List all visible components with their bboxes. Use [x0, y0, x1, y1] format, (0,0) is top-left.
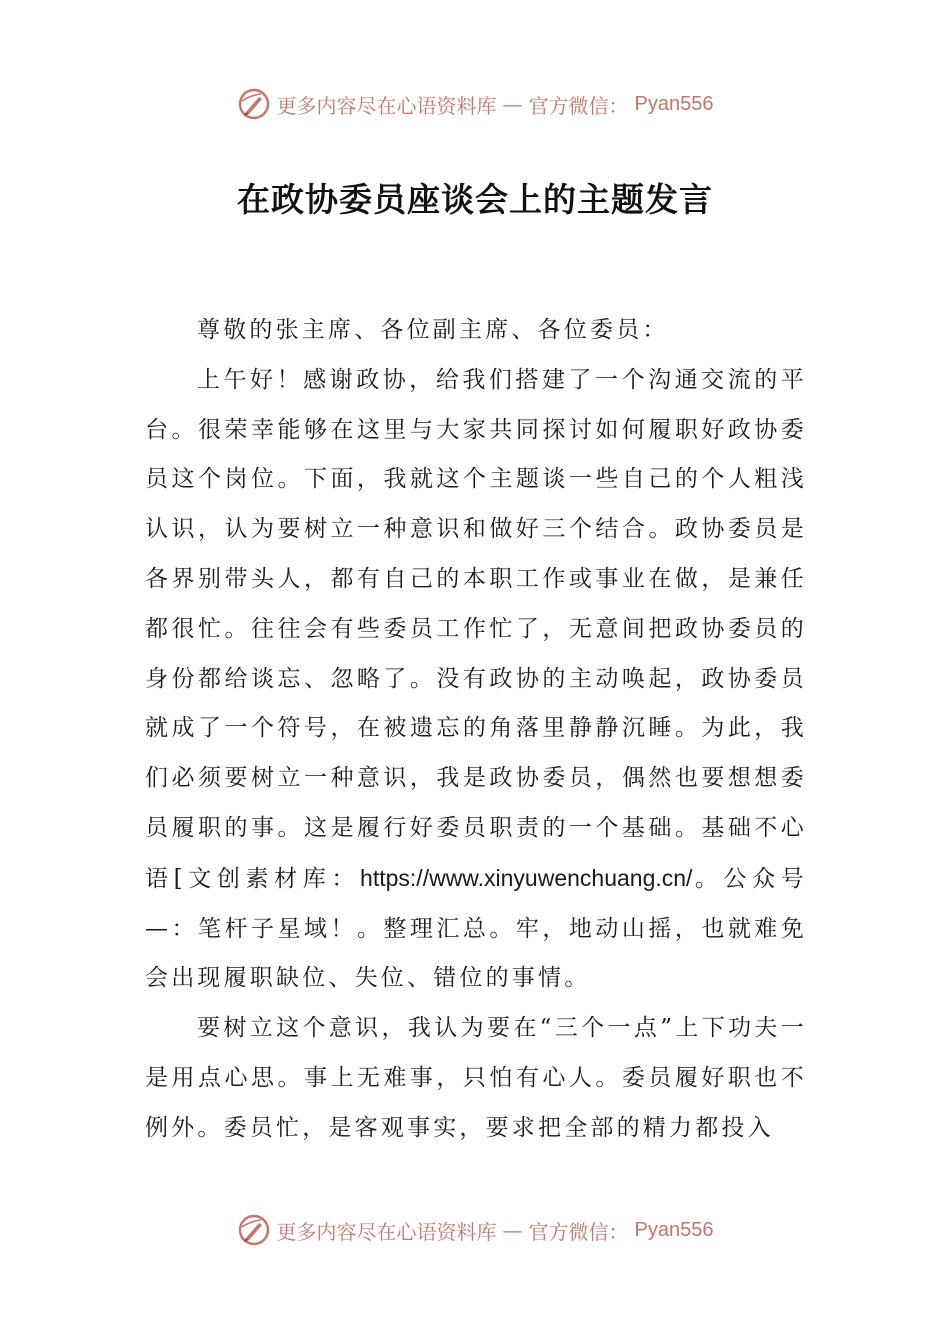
document-body — [145, 306, 807, 1154]
watermark-text: 更多内容尽在心语资料库 — [276, 1219, 497, 1244]
paragraph-three-points: 要树立这个意识，我认为要在“三个一点”上下功夫一是用点心思。事上无难事，只怕有心人。委员履好职也不例外。委员忙，是客观事实，要求把全部的精力都投入 — [145, 1015, 807, 1141]
pen-logo-icon — [237, 1213, 271, 1247]
watermark-label: 官方微信： — [528, 93, 629, 118]
header-watermark — [0, 84, 950, 124]
source-url: https://www.xinyuwenchuang.cn/ — [360, 864, 693, 891]
watermark-dash: — — [502, 1218, 523, 1242]
watermark-text: 更多内容尽在心语资料库 — [276, 93, 497, 118]
watermark-label: 官方微信： — [528, 1219, 629, 1244]
document-title: 在政协委员座谈会上的主题发言 — [237, 180, 713, 219]
pen-logo-icon — [237, 87, 271, 121]
watermark-dash: — — [502, 92, 523, 116]
paragraph-salutation: 尊敬的张主席、各位副主席、各位委员： — [197, 317, 669, 343]
paragraph-main-text: 上午好！感谢政协，给我们搭建了一个沟通交流的平台。很荣幸能够在这里与大家共同探讨如何履职好政协委员这个岗位。下面，我就这个主题谈一些自己的个人粗浅认识，认为要树立一种意识和做好三个结合。政协委员是各界别带头人，都有自己的本职工作或事业在做，是兼任都很忙。往往会有些委员工作忙了，无意间把政协委员的身份都给谈忘、忽略了。没有政协的主动唤起，政协委员就成了一个符号，在被遗忘的角落里静静沉睡。为此，我们必须要树立一种意识，我是政协委员，偶然也要想想委员履职的事。这是履行好委员职责的一个基础。基础不心语[文创素材库： — [145, 366, 807, 892]
footer-watermark — [0, 1210, 950, 1250]
watermark-account: Pyan556 — [634, 92, 714, 115]
paragraph-main — [145, 356, 807, 1004]
watermark-account: Pyan556 — [634, 1218, 714, 1241]
paragraph-main-tail: 。公众号—：笔杆子星域！。整理汇总。牢，地动山摇，也就难免会出现履职缺位、失位、错位的事情。 — [145, 865, 807, 992]
